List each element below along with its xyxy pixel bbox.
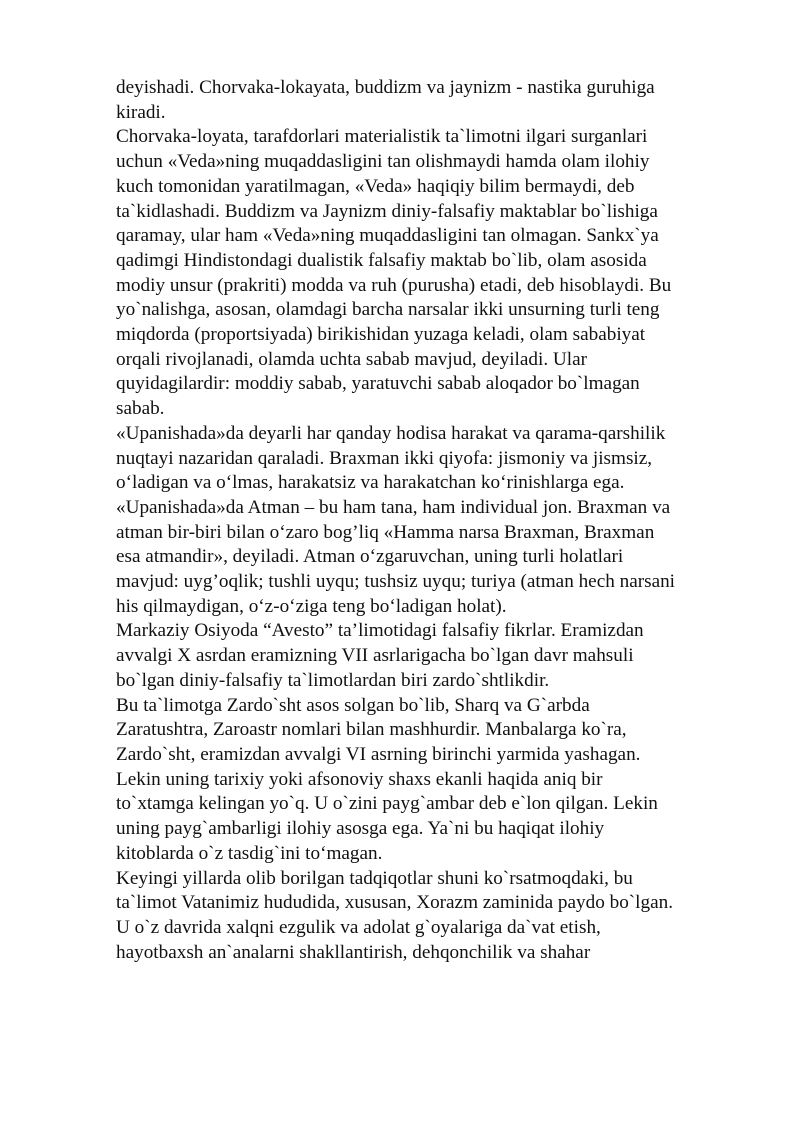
text-line: U o`z davrida xalqni ezgulik va adolat g`oyalariga da`vat etish, [116, 916, 601, 938]
text-line: his qilmaydigan, o‘z-o‘ziga teng bo‘ladigan holat). [116, 595, 507, 617]
text-line: «Upanishada»da Atman – bu ham tana, ham individual jon. Braxman va [116, 496, 671, 518]
text-line: miqdorda (proportsiyada) birikishidan yuzaga keladi, olam sababiyat [116, 324, 646, 346]
text-line: mavjud: uyg’oqlik; tushli uyqu; tushsiz uyqu; turiya (atman hech narsani [116, 571, 676, 593]
document-page [116, 76, 756, 965]
text-line: Zardo`sht, eramizdan avvalgi VI asrning birinchi yarmida yashagan. [116, 743, 641, 765]
text-line: bo`lgan diniy-falsafiy ta`limotlardan biri zardo`shtlikdir. [116, 669, 550, 691]
text-line: Keyingi yillarda olib borilgan tadqiqotlar shuni ko`rsatmoqdaki, bu [116, 867, 633, 889]
text-line: «Upanishada»da deyarli har qanday hodisa harakat va qarama-qarshilik [116, 422, 666, 444]
text-line: orqali rivojlanadi, olamda uchta sabab mavjud, deyiladi. Ular [116, 348, 588, 370]
text-line: qaramay, ular ham «Veda»ning muqaddasligini tan olmagan. Sankx`ya [116, 225, 659, 247]
text-line: Lekin uning tarixiy yoki afsonoviy shaxs ekanli haqida aniq bir [116, 768, 603, 790]
text-line: sabab. [116, 398, 165, 420]
text-line: ta`limot Vatanimiz hududida, xususan, Xorazm zaminida paydo bo`lgan. [116, 892, 674, 914]
text-line: modiy unsur (prakriti) modda va ruh (purusha) etadi, deb hisoblaydi. Bu [116, 274, 672, 296]
text-line: Markaziy Osiyoda “Avesto” ta’limotidagi falsafiy fikrlar. Eramizdan [116, 620, 644, 642]
text-line: quyidagilardir: moddiy sabab, yaratuvchi sabab aloqador bo`lmagan [116, 373, 640, 395]
text-line: hayotbaxsh an`analarni shakllantirish, dehqonchilik va shahar [116, 941, 591, 963]
text-line: atman bir-biri bilan o‘zaro bog’liq «Hamma narsa Braxman, Braxman [116, 521, 655, 543]
text-line: avvalgi X asrdan eramizning VII asrlarigacha bo`lgan davr mahsuli [116, 645, 634, 667]
text-line: Bu ta`limotga Zardo`sht asos solgan bo`lib, Sharq va G`arbda [116, 694, 590, 716]
text-line: to`xtamga kelingan yo`q. U o`zini payg`ambar deb e`lon qilgan. Lekin [116, 793, 658, 815]
text-line: qadimgi Hindistondagi dualistik falsafiy maktab bo`lib, olam asosida [116, 249, 647, 271]
text-line: uchun «Veda»ning muqaddasligini tan olishmaydi hamda olam ilohiy [116, 151, 650, 173]
text-line: ta`kidlashadi. Buddizm va Jaynizm diniy-falsafiy maktablar bo`lishiga [116, 200, 658, 222]
text-line: Zaratushtra, Zaroastr nomlari bilan mashhurdir. Manbalarga ko`ra, [116, 719, 627, 741]
text-line: esa atmandir», deyiladi. Atman o‘zgaruvchan, uning turli holatlari [116, 546, 624, 568]
text-line: uning payg`ambarligi ilohiy asosga ega. Ya`ni bu haqiqat ilohiy [116, 818, 605, 840]
text-line: nuqtayi nazaridan qaraladi. Braxman ikki qiyofa: jismoniy va jismsiz, [116, 447, 653, 469]
text-line: Chorvaka-loyata, tarafdorlari materialistik ta`limotni ilgari surganlari [116, 126, 648, 148]
text-line: yo`nalishga, asosan, olamdagi barcha narsalar ikki unsurning turli teng [116, 299, 660, 321]
text-line: kitoblarda o`z tasdig`ini to‘magan. [116, 842, 383, 864]
text-line: o‘ladigan va o‘lmas, harakatsiz va harakatchan ko‘rinishlarga ega. [116, 472, 625, 494]
text-line: kuch tomonidan yaratilmagan, «Veda» haqiqiy bilim bermaydi, deb [116, 175, 635, 197]
text-line: deyishadi. Chorvaka-lokayata, buddizm va jaynizm - nastika guruhiga [116, 77, 655, 98]
text-line: kiradi. [116, 101, 166, 123]
